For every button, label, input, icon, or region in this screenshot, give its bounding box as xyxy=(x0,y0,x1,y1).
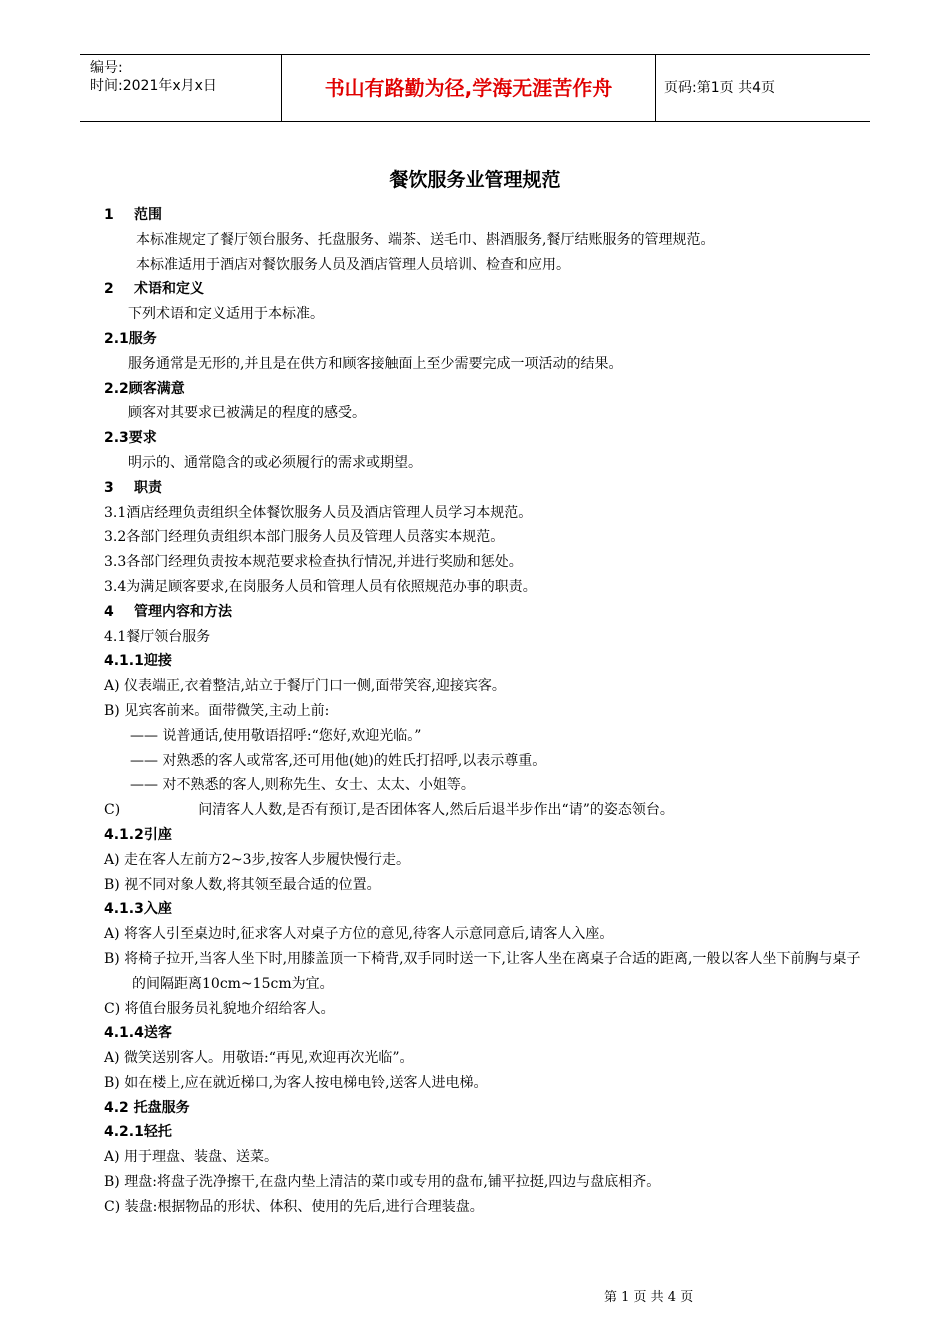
paragraph-line xyxy=(104,525,864,550)
paragraph-line xyxy=(104,302,864,327)
paragraph-line xyxy=(104,773,864,798)
line-text: —— 对熟悉的客人或常客,还可用他(她)的姓氏打招呼,以表示尊重。 xyxy=(130,752,547,769)
line-text: 4.1.1迎接 xyxy=(104,653,172,670)
line-text: C) 将值台服务员礼貌地介绍给客人。 xyxy=(104,1000,335,1017)
line-text: 4.2 托盘服务 xyxy=(104,1099,190,1116)
line-text: 4.1餐厅领台服务 xyxy=(104,628,211,645)
line-text: A) 走在客人左前方2~3步,按客人步履快慢行走。 xyxy=(104,851,411,868)
line-text: 术语和定义 xyxy=(134,281,204,298)
section-heading xyxy=(104,377,864,402)
line-text: 4.1.2引座 xyxy=(104,826,172,843)
paragraph-line xyxy=(104,873,864,898)
paragraph-line xyxy=(104,724,864,749)
paragraph-line xyxy=(104,922,864,947)
line-text: B) 视不同对象人数,将其领至最合适的位置。 xyxy=(104,876,381,893)
line-text: 顾客对其要求已被满足的程度的感受。 xyxy=(128,405,366,422)
line-text: 2.2顾客满意 xyxy=(104,380,185,397)
line-text: 3.2各部门经理负责组织本部门服务人员及管理人员落实本规范。 xyxy=(104,529,505,546)
page-footer: 第 1 页 共 4 页 xyxy=(604,1290,694,1305)
section-heading xyxy=(104,600,864,625)
paragraph-line xyxy=(104,997,864,1022)
line-text: 3.3各部门经理负责按本规范要求检查执行情况,并进行奖励和惩处。 xyxy=(104,554,523,571)
paragraph-line xyxy=(104,451,864,476)
header-motto: 书山有路勤为径,学海无涯苦作舟 xyxy=(282,55,656,121)
section-heading xyxy=(104,277,864,302)
paragraph-line xyxy=(104,1071,864,1096)
section-number: 2 xyxy=(104,281,114,298)
section-heading xyxy=(104,1120,864,1145)
paragraph-line xyxy=(104,848,864,873)
paragraph-line xyxy=(104,228,864,253)
line-text: A) 用于理盘、装盘、送菜。 xyxy=(104,1149,279,1166)
section-heading xyxy=(104,897,864,922)
document-title: 餐饮服务业管理规范 xyxy=(389,169,561,191)
paragraph-line xyxy=(104,699,864,724)
document-body xyxy=(104,203,864,1220)
paragraph-line xyxy=(104,352,864,377)
line-text: 2.1服务 xyxy=(104,330,157,347)
page-header xyxy=(80,54,870,122)
paragraph-line xyxy=(104,625,864,650)
paragraph-line xyxy=(104,1170,864,1195)
section-heading xyxy=(104,476,864,501)
line-text: 3.1酒店经理负责组织全体餐饮服务人员及酒店管理人员学习本规范。 xyxy=(104,504,533,521)
section-heading xyxy=(104,649,864,674)
line-text: C) 装盘:根据物品的形状、体积、使用的先后,进行合理装盘。 xyxy=(104,1198,484,1215)
paragraph-line xyxy=(104,674,864,699)
doc-time-label: 时间:2021年x月x日 xyxy=(90,78,217,94)
line-text: 本标准适用于酒店对餐饮服务人员及酒店管理人员培训、检查和应用。 xyxy=(136,256,570,273)
paragraph-line xyxy=(104,749,864,774)
paragraph-line xyxy=(104,1046,864,1071)
section-number: 3 xyxy=(104,479,114,496)
line-text: 4.1.3入座 xyxy=(104,901,172,918)
line-text: B) 将椅子拉开,当客人坐下时,用膝盖顶一下椅背,双手同时送一下,让客人坐在离桌子合适的距离,一般以客人坐下前胸与桌子的间隔距离10cm~15cm为宜。 xyxy=(104,950,861,992)
line-text: B) 如在楼上,应在就近梯口,为客人按电梯电铃,送客人进电梯。 xyxy=(104,1074,488,1091)
section-heading xyxy=(104,1096,864,1121)
line-text: 管理内容和方法 xyxy=(134,603,232,620)
line-text: 4.1.4送客 xyxy=(104,1025,172,1042)
line-text: 明示的、通常隐含的或必须履行的需求或期望。 xyxy=(128,454,422,471)
line-text: 3.4为满足顾客要求,在岗服务人员和管理人员有依照规范办事的职责。 xyxy=(104,578,537,595)
header-page-number: 页码:第1页 共4页 xyxy=(664,80,775,96)
paragraph-line xyxy=(104,401,864,426)
paragraph-line xyxy=(104,798,864,823)
section-heading xyxy=(104,426,864,451)
paragraph-line xyxy=(104,501,864,526)
line-text: 职责 xyxy=(134,479,162,496)
item-marker: C) xyxy=(104,802,121,819)
line-text: A) 将客人引至桌边时,征求客人对桌子方位的意见,待客人示意同意后,请客人入座。 xyxy=(104,926,614,943)
header-meta xyxy=(80,55,282,121)
line-text: —— 说普通话,使用敬语招呼:“您好,欢迎光临。” xyxy=(130,727,422,744)
section-heading xyxy=(104,203,864,228)
paragraph-line xyxy=(104,1145,864,1170)
section-heading xyxy=(104,823,864,848)
section-heading xyxy=(104,327,864,352)
line-text: B) 理盘:将盘子洗净擦干,在盘内垫上清洁的菜巾或专用的盘布,铺平拉挺,四边与盘底相齐。 xyxy=(104,1174,661,1191)
doc-number-label: 编号: xyxy=(90,60,123,76)
line-text: 范围 xyxy=(134,207,162,223)
line-text: 问清客人人数,是否有预订,是否团体客人,然后后退半步作出“请”的姿态领台。 xyxy=(198,802,674,819)
section-heading xyxy=(104,1021,864,1046)
section-number: 4 xyxy=(104,603,114,620)
line-text: B) 见宾客前来。面带微笑,主动上前: xyxy=(104,702,330,719)
line-text: —— 对不熟悉的客人,则称先生、女士、太太、小姐等。 xyxy=(130,777,475,794)
paragraph-line xyxy=(104,947,864,997)
paragraph-line xyxy=(104,575,864,600)
paragraph-line xyxy=(104,253,864,278)
paragraph-line xyxy=(104,550,864,575)
line-text: 2.3要求 xyxy=(104,430,157,447)
line-text: 服务通常是无形的,并且是在供方和顾客接触面上至少需要完成一项活动的结果。 xyxy=(128,355,623,372)
line-text: 下列术语和定义适用于本标准。 xyxy=(128,306,324,323)
line-text: A) 微笑送别客人。用敬语:“再见,欢迎再次光临”。 xyxy=(104,1050,414,1067)
line-text: A) 仪表端正,衣着整洁,站立于餐厅门口一侧,面带笑容,迎接宾客。 xyxy=(104,678,506,695)
line-text: 本标准规定了餐厅领台服务、托盘服务、端茶、送毛巾、斟酒服务,餐厅结账服务的管理规范。 xyxy=(136,231,715,248)
line-text: 4.2.1轻托 xyxy=(104,1124,172,1141)
section-number: 1 xyxy=(104,207,114,223)
paragraph-line xyxy=(104,1195,864,1220)
